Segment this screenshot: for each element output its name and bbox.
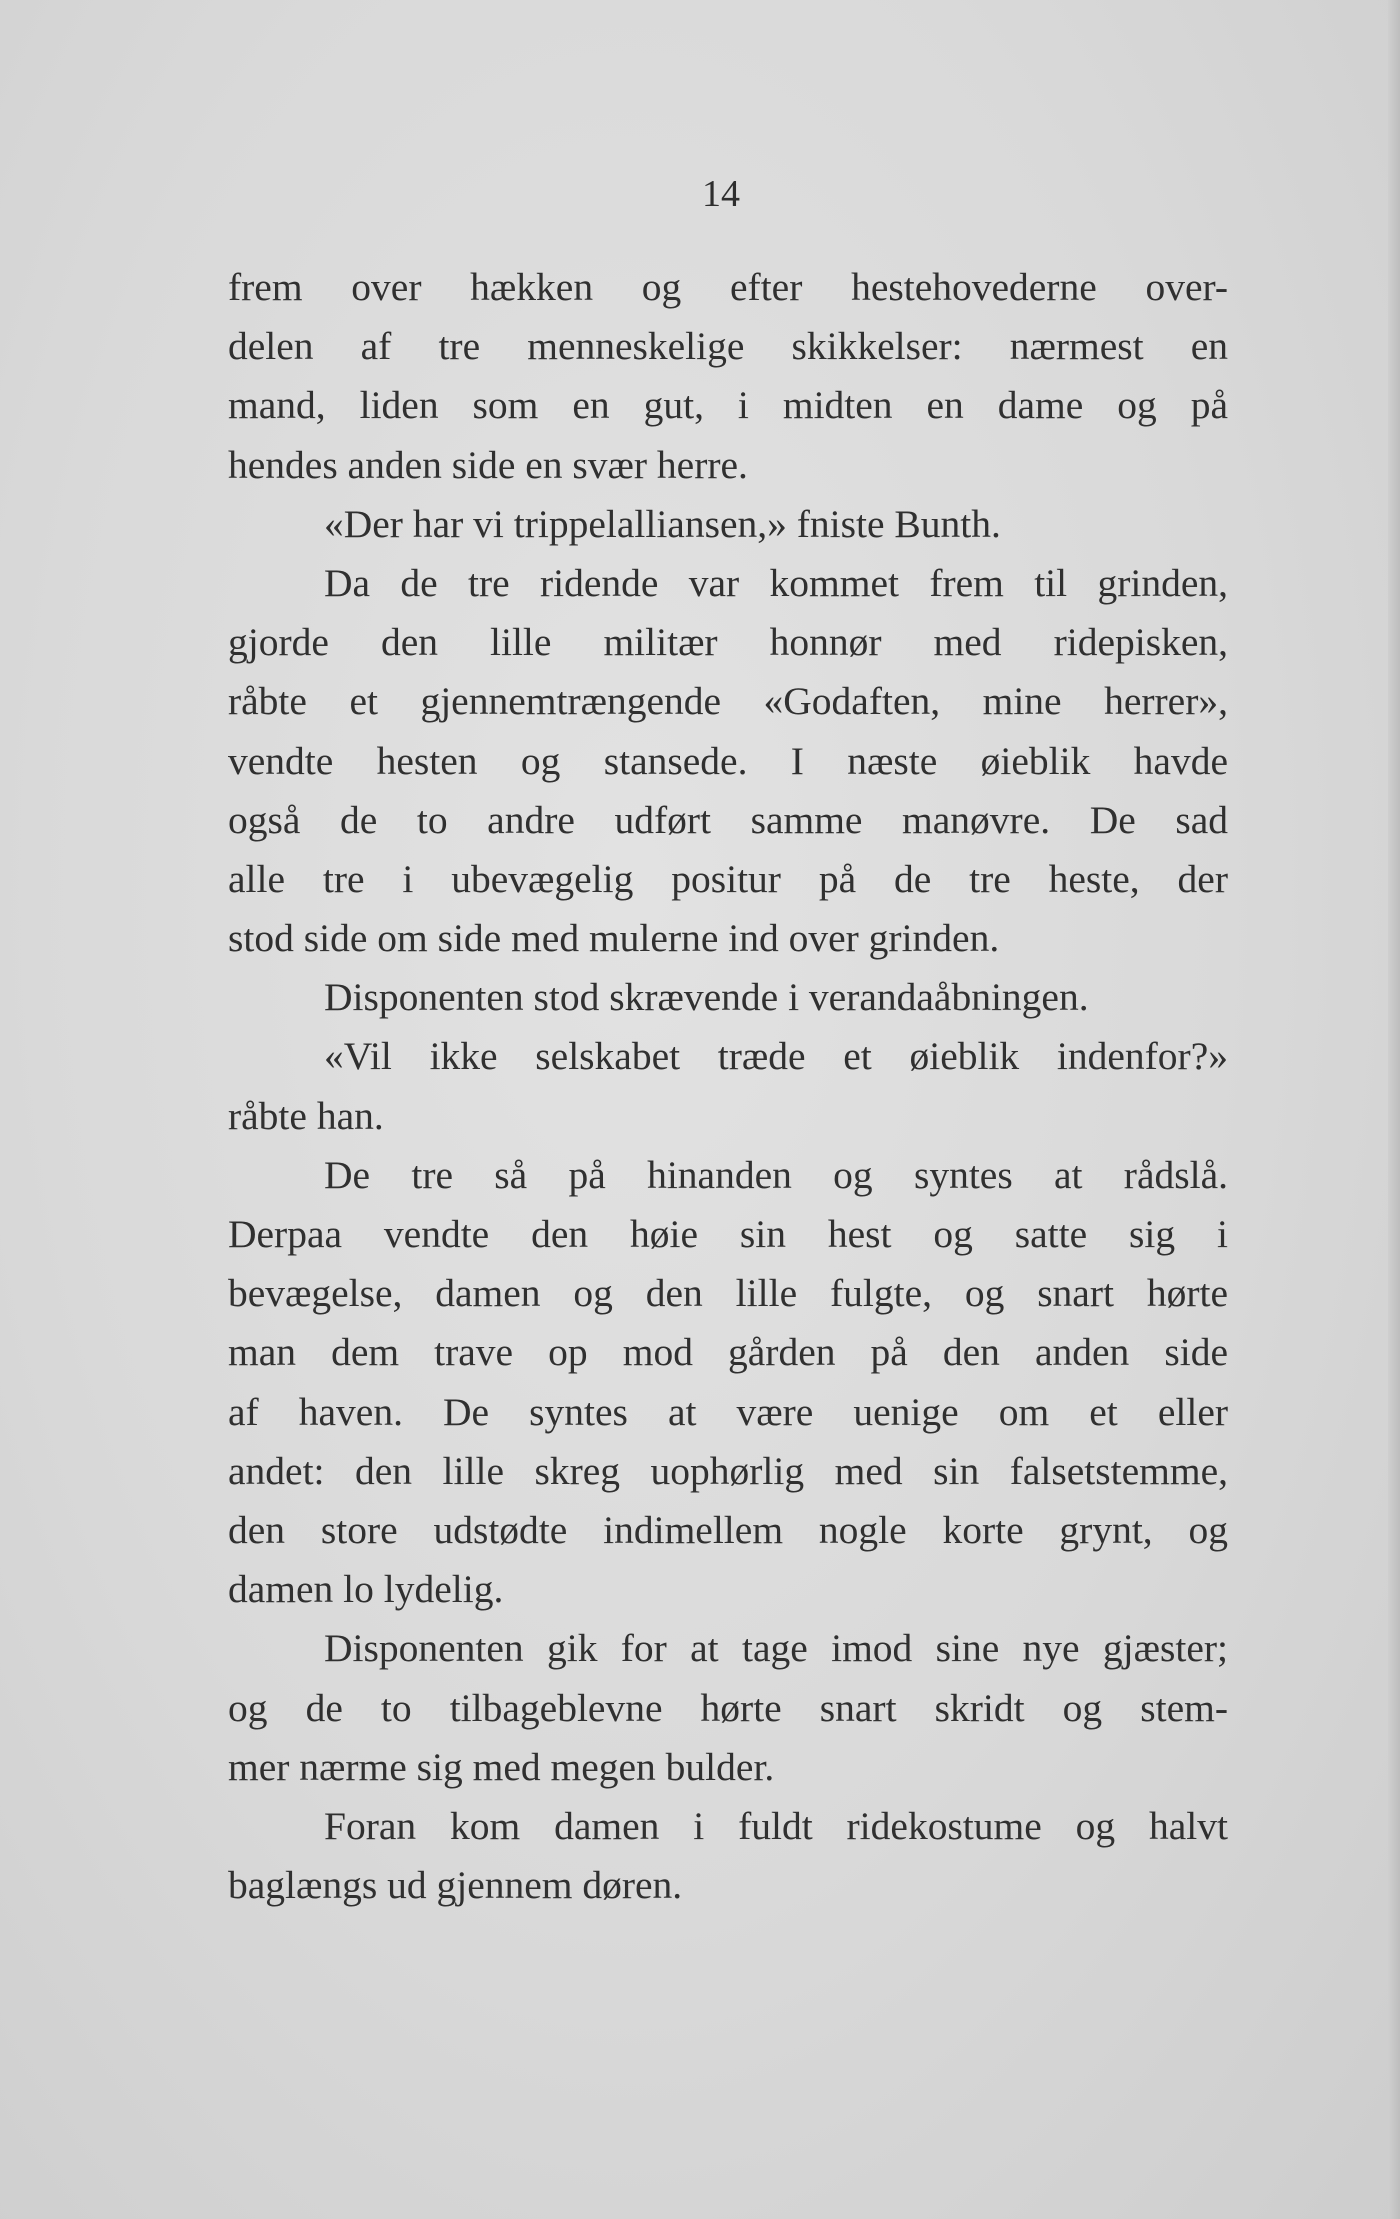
text-line: Disponenten gik for at tage imod sine nye gjæster; bbox=[324, 1626, 1228, 1671]
page-number: 14 bbox=[702, 173, 740, 215]
text-line: mer nærme sig med megen bulder. bbox=[228, 1744, 775, 1789]
text-line: frem over hækken og efter hestehovederne over- bbox=[228, 265, 1228, 309]
text-line: Foran kom damen i fuldt ridekostume og halvt bbox=[324, 1803, 1228, 1848]
text-line: mand, liden som en gut, i midten en dame og på bbox=[228, 383, 1228, 428]
text-line: af haven. De syntes at være uenige om et eller bbox=[228, 1389, 1228, 1434]
text-line: man dem trave op mod gården på den anden side bbox=[228, 1330, 1228, 1375]
text-line: delen af tre menneskelige skikkelser: nærmest en bbox=[228, 324, 1228, 369]
text-line: også de to andre udført samme manøvre. De sad bbox=[228, 797, 1228, 842]
text-line: gjorde den lille militær honnør med ridepisken, bbox=[228, 620, 1228, 665]
text-line: alle tre i ubevægelig positur på de tre heste, der bbox=[228, 856, 1228, 901]
text-line: råbte han. bbox=[228, 1093, 384, 1138]
page-edge-shadow bbox=[1388, 0, 1400, 2219]
text-line: vendte hesten og stansede. I næste øieblik havde bbox=[228, 738, 1228, 783]
text-line: stod side om side med mulerne ind over grinden. bbox=[228, 916, 1000, 961]
text-line: bevægelse, damen og den lille fulgte, og snart hørte bbox=[228, 1271, 1228, 1316]
text-line: andet: den lille skreg uophørlig med sin falsetstemme, bbox=[228, 1448, 1228, 1493]
text-line: Disponenten stod skrævende i verandaåbningen. bbox=[324, 975, 1089, 1020]
text-line: «Vil ikke selskabet træde et øieblik indenfor?» bbox=[324, 1034, 1228, 1079]
text-line: den store udstødte indimellem nogle korte grynt, og bbox=[228, 1507, 1228, 1552]
text-line: De tre så på hinanden og syntes at rådslå. bbox=[324, 1152, 1228, 1197]
text-line: og de to tilbageblevne hørte snart skridt og stem- bbox=[228, 1685, 1228, 1730]
text-line: «Der har vi trippelalliansen,» fniste Bunth. bbox=[324, 501, 1001, 546]
text-line: hendes anden side en svær herre. bbox=[228, 442, 748, 487]
text-line: råbte et gjennemtrængende «Godaften, mine herrer», bbox=[228, 679, 1228, 724]
text-line: Da de tre ridende var kommet frem til grinden, bbox=[324, 560, 1228, 605]
text-line: damen lo lydelig. bbox=[228, 1567, 504, 1612]
text-line: baglængs ud gjennem døren. bbox=[228, 1863, 683, 1908]
text-line: Derpaa vendte den høie sin hest og satte sig i bbox=[228, 1212, 1228, 1256]
body-text bbox=[228, 258, 1228, 1915]
